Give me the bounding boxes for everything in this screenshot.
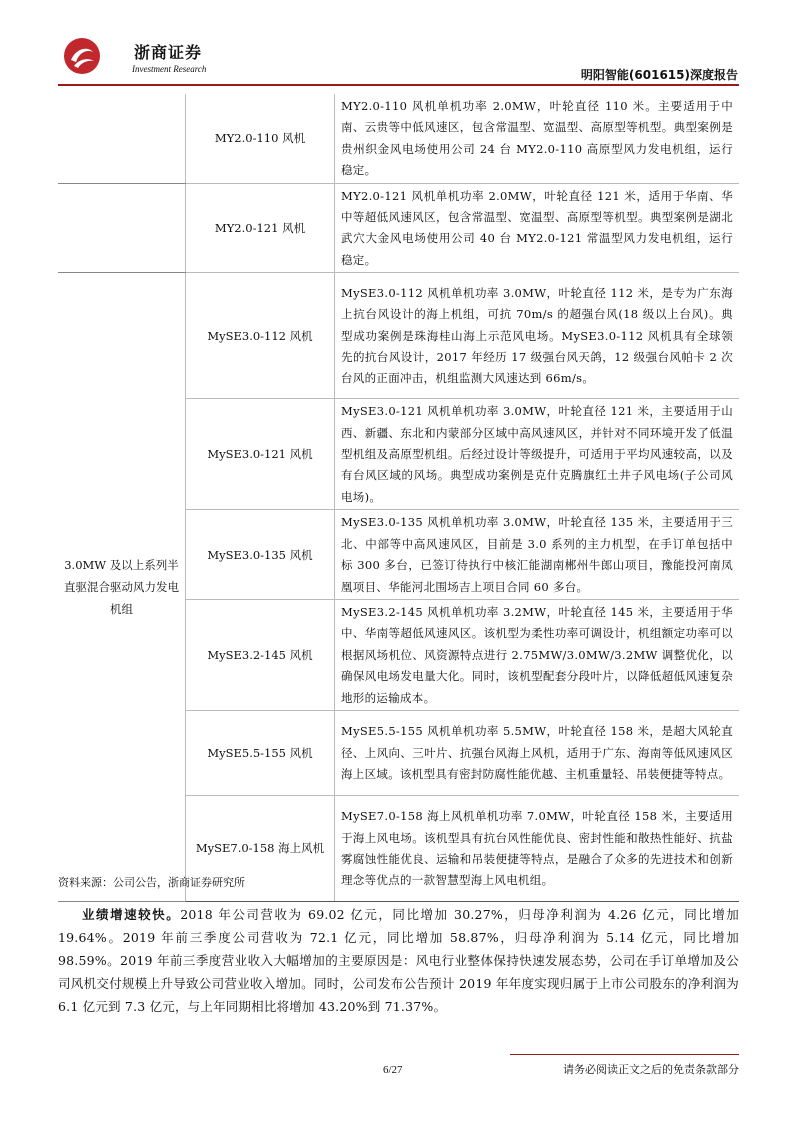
category-cell <box>58 183 186 273</box>
category-cell <box>58 94 186 183</box>
table-row <box>58 183 739 273</box>
table-row <box>58 94 739 183</box>
page-header <box>58 30 738 88</box>
model-cell: MY2.0-110 风机 <box>186 94 335 183</box>
paragraph-lead: 业绩增速较快。 <box>82 907 181 922</box>
description-cell: MySE3.2-145 风机单机功率 3.2MW，叶轮直径 145 米，主要适用于华中、华南等超低风速风区。该机型为柔性功率可调设计，机组额定功率可以根据风场机位、风资源特点进行 2.75MW/3.0MW/3.2MW 调整优化，以确保风电场发电量大化。同时，该机型配套分段叶片，以降低超低风速复杂地形的运输成本。 <box>335 599 740 710</box>
table-source-note: 资料来源：公司公告，浙商证券研究所 <box>58 876 245 889</box>
category-cell: 3.0MW 及以上系列半直驱混合驱动风力发电机组 <box>58 273 186 902</box>
model-cell: MySE7.0-158 海上风机 <box>186 795 335 901</box>
description-cell: MySE5.5-155 风机单机功率 5.5MW，叶轮直径 158 米，是超大风轮直径、上风向、三叶片、抗强台风海上风机，适用于广东、海南等低风速风区海上区域。该机型具有密封防腐性能优越、主机重量轻、吊装便捷等特点。 <box>335 710 740 795</box>
model-cell: MySE3.0-135 风机 <box>186 510 335 600</box>
body-paragraph <box>58 903 739 1018</box>
model-cell: MySE3.2-145 风机 <box>186 599 335 710</box>
model-cell: MySE5.5-155 风机 <box>186 710 335 795</box>
table-row <box>58 273 739 399</box>
description-cell: MY2.0-110 风机单机功率 2.0MW，叶轮直径 110 米。主要适用于中南、云贵等中低风速区，包含常温型、宽温型、高原型等机型。典型案例是贵州织金风电场使用公司 24 台 MY2.0-110 高原型风力发电机组，运行稳定。 <box>335 94 740 183</box>
description-cell: MySE3.0-121 风机单机功率 3.0MW，叶轮直径 121 米，主要适用于山西、新疆、东北和内蒙部分区域中高风速风区，并针对不同环境开发了低温型机组及高原型机组。后经过设计等级提升，可适用于平均风速较高，以及有台风区域的风场。典型成功案例是克什克腾旗红土井子风电场(子公司风电场)。 <box>335 399 740 510</box>
description-cell: MySE3.0-112 风机单机功率 3.0MW，叶轮直径 112 米，是专为广东海上抗台风设计的海上机组，可抗 70m/s 的超强台风(18 级以上台风)。典型成功案例是珠海桂山海上示范风电场。MySE3.0-112 风机具有全球领先的抗台风设计，2017 年经历 17 级强台风天鸽，12 级强台风帕卡 2 次台风的正面冲击，机组监测大风速达到 66m/s。 <box>335 273 740 399</box>
model-cell: MySE3.0-121 风机 <box>186 399 335 510</box>
footer-divider <box>510 1054 739 1055</box>
model-cell: MySE3.0-112 风机 <box>186 273 335 399</box>
report-title: 明阳智能(601615)深度报告 <box>580 68 738 82</box>
logo-english-name: Investment Research <box>132 64 207 74</box>
paragraph-body: 2018 年公司营收为 69.02 亿元，同比增加 30.27%，归母净利润为 4.26 亿元，同比增加 19.64%。2019 年前三季度公司营收为 72.1 亿元，同比增加 58.87%，归母净利润为 5.14 亿元，同比增加 98.59%。2019 年前三季度营业收入大幅增加的主要原因是：风电行业整体保持快速发展态势，公司在手订单增加及公司风机交付规模上升导致公司营业收入增加。同时，公司发布公告预计 2019 年年度实现归属于上市公司股东的净利润为 6.1 亿元到 7.3 亿元，与上年同期相比将增加 43.20%到 71.37%。 <box>58 907 739 1014</box>
description-cell: MySE7.0-158 海上风机单机功率 7.0MW，叶轮直径 158 米，主要适用于海上风电场。该机型具有抗台风性能优良、密封性能和散热性能好、抗盐雾腐蚀性能优良、运输和吊装便捷等特点，是融合了众多的先进技术和创新理念等优点的一款智慧型海上风电机组。 <box>335 795 740 901</box>
page-number: 6/27 <box>383 1064 403 1076</box>
company-logo-icon <box>62 36 102 76</box>
header-divider <box>58 84 739 86</box>
description-cell: MySE3.0-135 风机单机功率 3.0MW，叶轮直径 135 米，主要适用于三北、中部等中高风速风区，目前是 3.0 系列的主力机型，在手订单包括中标 300 多台，已签订待执行中核汇能湖南郴州牛郎山项目，豫能投河南凤凰项目、华能河北围场吉上项目合同 60 多台。 <box>335 510 740 600</box>
footer-disclaimer: 请务必阅读正文之后的免责条款部分 <box>563 1063 739 1076</box>
logo-chinese-name: 浙商证券 <box>134 43 203 62</box>
description-cell: MY2.0-121 风机单机功率 2.0MW，叶轮直径 121 米，适用于华南、华中等超低风速风区，包含常温型、宽温型、高原型等机型。典型案例是湖北武穴大金风电场使用公司 40 台 MY2.0-121 常温型风力发电机组，运行稳定。 <box>335 183 740 273</box>
model-cell: MY2.0-121 风机 <box>186 183 335 273</box>
wind-turbine-spec-table <box>58 94 739 902</box>
